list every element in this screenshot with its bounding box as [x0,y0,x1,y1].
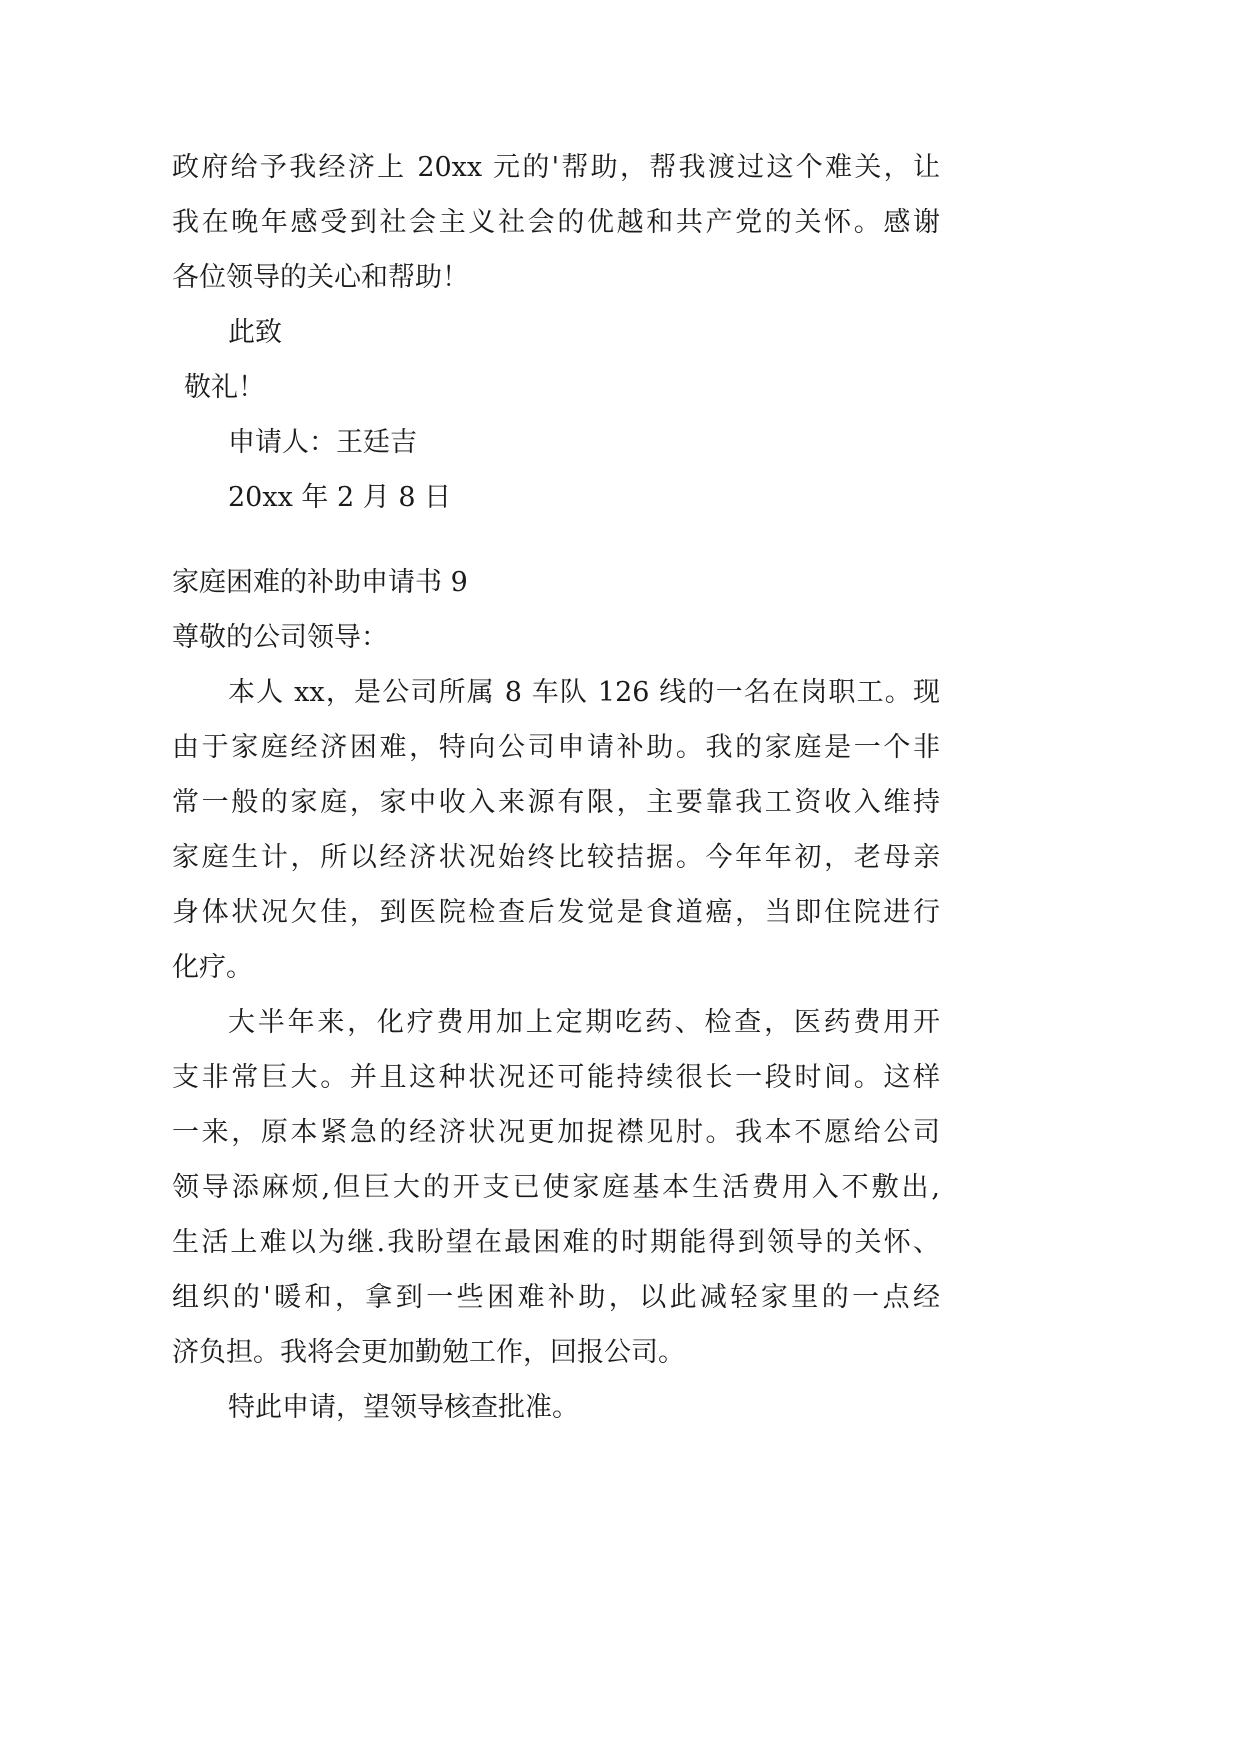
letter-9-section [172,555,940,1435]
paragraph-line: 身体状况欠佳，到医院检查后发觉是食道癌，当即住院进行 [172,897,940,928]
paragraph-line: 支非常巨大。并且这种状况还可能持续很长一段时间。这样 [172,1062,940,1093]
letter-ending-section [172,140,940,525]
paragraph-line: 本人 xx，是公司所属 8 车队 126 线的一名在岗职工。现 [228,677,940,708]
paragraph-line: 政府给予我经济上 20xx 元的'帮助，帮我渡过这个难关，让 [172,152,940,183]
closing-request: 特此申请，望领导核查批准。 [228,1392,579,1423]
paragraph-line: 常一般的家庭，家中收入来源有限，主要靠我工资收入维持 [172,787,940,818]
closing-phrase: 此致 [228,317,282,348]
paragraph-line: 生活上难以为继.我盼望在最困难的时期能得到领导的关怀、 [172,1227,940,1258]
paragraph-line: 济负担。我将会更加勤勉工作，回报公司。 [172,1337,685,1368]
paragraph-line: 化疗。 [172,952,253,983]
paragraph-line: 大半年来，化疗费用加上定期吃药、检查，医药费用开 [228,1007,940,1038]
paragraph-line: 由于家庭经济困难，特向公司申请补助。我的家庭是一个非 [172,732,940,763]
paragraph-line: 一来，原本紧急的经济状况更加捉襟见肘。我本不愿给公司 [172,1117,940,1148]
paragraph-line: 我在晚年感受到社会主义社会的优越和共产党的关怀。感谢 [172,207,940,238]
section-title: 家庭困难的补助申请书 9 [172,567,468,598]
paragraph-line: 家庭生计，所以经济状况始终比较拮据。今年年初，老母亲 [172,842,940,873]
letter-date: 20xx 年 2 月 8 日 [228,482,452,513]
applicant-signature: 申请人：王廷吉 [228,427,417,458]
paragraph-line: 组织的'暖和，拿到一些困难补助，以此减轻家里的一点经 [172,1282,940,1313]
salutation: 尊敬的公司领导： [172,622,388,653]
paragraph-line: 领导添麻烦,但巨大的开支已使家庭基本生活费用入不敷出, [172,1172,940,1203]
closing-salute: 敬礼！ [184,372,265,403]
paragraph-line: 各位领导的关心和帮助！ [172,262,469,293]
